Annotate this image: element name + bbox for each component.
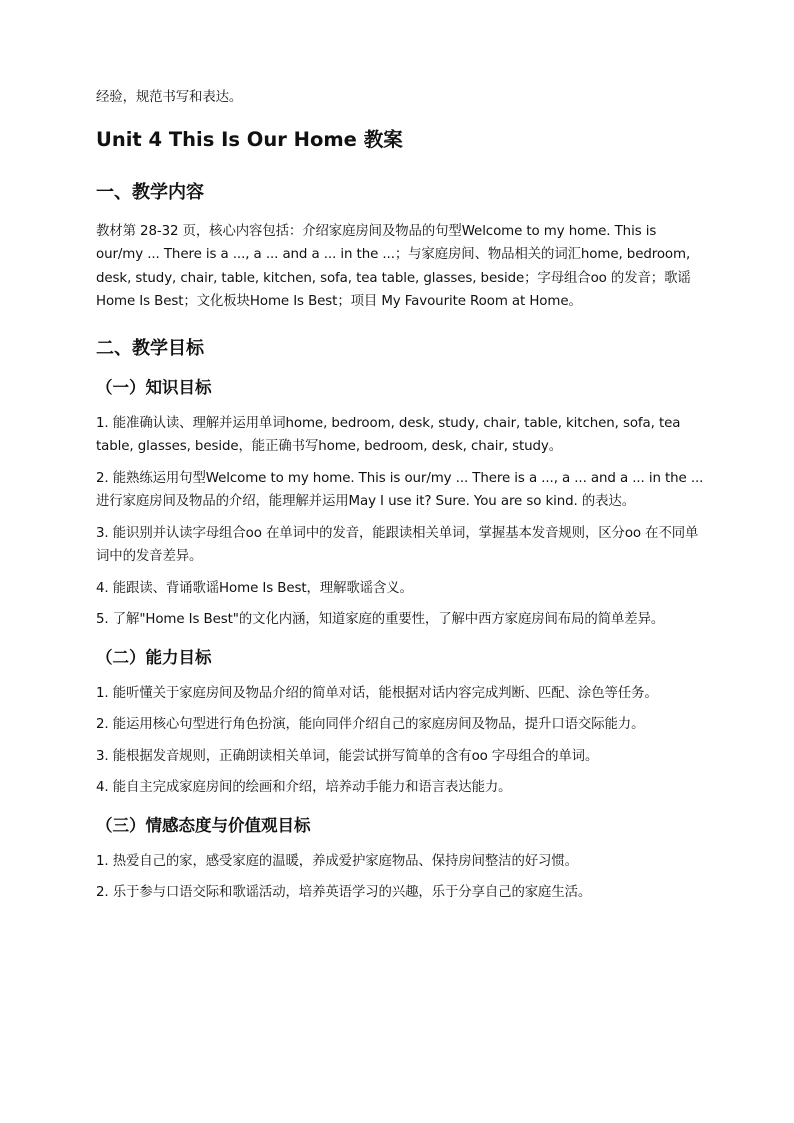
list-item: 3. 能根据发音规则，正确朗读相关单词，能尝试拼写简单的含有oo 字母组合的单词。: [96, 748, 599, 764]
page-title: Unit 4 This Is Our Home 教案: [96, 127, 403, 151]
list-item: 1. 热爱自己的家，感受家庭的温暖，养成爱护家庭物品、保持房间整洁的好习惯。: [96, 853, 578, 869]
list-item: 5. 了解"Home Is Best"的文化内涵，知道家庭的重要性，了解中西方家庭房间布局的简单差异。: [96, 612, 665, 627]
list-item: 2. 能熟练运用句型Welcome to my home. This is our/my ... There is a ..., a ... and a ... in the ... 进行家庭房间及物品的介绍，能理解并运用May I use it? Sure. You are so kind. 的表达。: [96, 470, 704, 509]
subsection-heading-attitude: （三）情感态度与价值观目标: [96, 815, 311, 835]
list-item: 1. 能听懂关于家庭房间及物品介绍的简单对话，能根据对话内容完成判断、匹配、涂色等任务。: [96, 685, 658, 701]
list-item: 3. 能识别并认读字母组合oo 在单词中的发音，能跟读相关单词，掌握基本发音规则，区分oo 在不同单词中的发音差异。: [96, 525, 699, 564]
section-heading-content: 一、教学内容: [96, 181, 204, 203]
list-item: 4. 能跟读、背诵歌谣Home Is Best，理解歌谣含义。: [96, 580, 413, 596]
list-item: 4. 能自主完成家庭房间的绘画和介绍，培养动手能力和语言表达能力。: [96, 780, 512, 795]
list-item: 1. 能准确认读、理解并运用单词home, bedroom, desk, study, chair, table, kitchen, sofa, tea table, glasses, beside，能正确书写home, bedroom, desk, chair, study。: [96, 415, 681, 454]
intro-text: 经验，规范书写和表达。: [96, 90, 243, 105]
section-heading-goals: 二、教学目标: [96, 337, 204, 359]
list-item: 2. 乐于参与口语交际和歌谣活动，培养英语学习的兴趣，乐于分享自己的家庭生活。: [96, 885, 592, 900]
subsection-heading-ability: （二）能力目标: [96, 647, 212, 667]
list-item: 2. 能运用核心句型进行角色扮演，能向同伴介绍自己的家庭房间及物品，提升口语交际能力。: [96, 717, 645, 732]
document-page: [96, 86, 704, 913]
content-paragraph: 教材第 28-32 页，核心内容包括：介绍家庭房间及物品的句型Welcome to my home. This is our/my ... There is a ..., a ... and a ... in the ...；与家庭房间、物品相关的词汇home, bedroom, desk, study, chair, table, kitchen, sofa, tea table, glasses, beside；字母组合oo 的发音；歌谣Home Is Best；文化板块Home Is Best；项目 My Favourite Room at Home。: [96, 223, 691, 309]
subsection-heading-knowledge: （一）知识目标: [96, 377, 212, 397]
